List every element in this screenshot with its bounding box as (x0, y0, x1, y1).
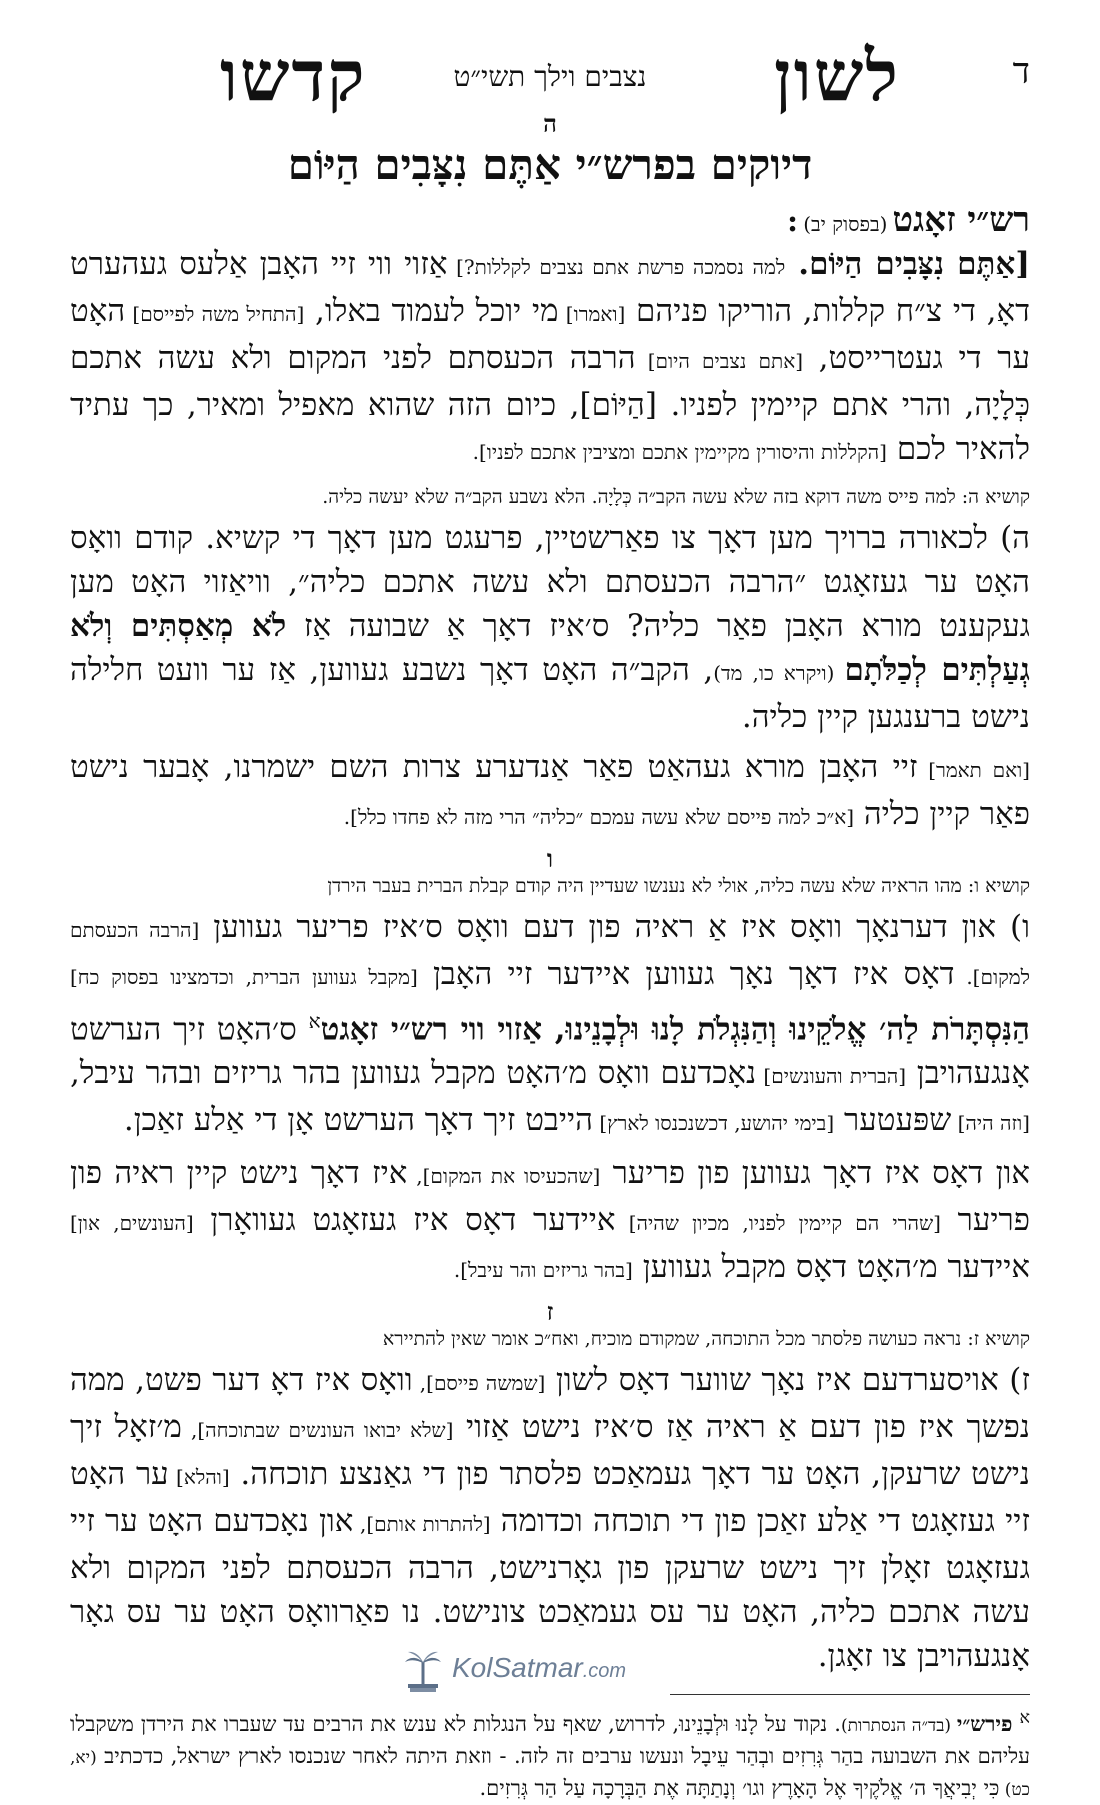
bracket-note: [שהרי הם קיימין לפניו, מכיון שהיה] (615, 1211, 941, 1236)
question-v: קושיא ו: מהו הראיה שלא עשה כליה, אולי לא נענשו שעדיין היה קודם קבלת הברית בעבר הירדן (327, 875, 1030, 897)
text-run: נאָכדעם וואָס מ׳האָט מקבל געווען בהר גריזים ובהר עיבל, (70, 1055, 757, 1092)
footnote-ref: (בד״ה הנסתרות) (840, 1716, 957, 1737)
text-run: זיי האָבן מורא געהאַט פאַר אַנדערע צרות השם ישמרנו, אָבער נישט פאַר קיין כליה (70, 749, 1030, 832)
paragraph-rashi (70, 242, 1030, 474)
question-z: קושיא ז: נראה כעושה פלסתר מכל התוכחה, שמקודם מוכיח, ואח״כ אומר שאין להתיירא (382, 1328, 1030, 1351)
bracket-note: [שלא יבואו העונשים שבתוכחה], (181, 1418, 454, 1443)
text-run: שפּעטער (834, 1102, 952, 1139)
text-run: איידער מ׳האָט דאָס מקבל געווען (632, 1249, 1030, 1286)
page-number: ד (1012, 51, 1030, 92)
text-run: איידער דאָס איז געזאָגט געוואָרן (193, 1202, 616, 1239)
bracket-note: [וזה היה] (951, 1111, 1030, 1136)
watermark-text (452, 1652, 626, 1684)
section-letter-z: ז (546, 1297, 554, 1327)
verse-quote: לֹא מְאַסְתִּים וְלֹא גְעַלְתִּים לְכַלֹּתָם (70, 608, 1030, 688)
bracket-note: [שהכעיסו את המקום], (407, 1164, 601, 1189)
header-title-right: לשון (773, 34, 900, 117)
running-header (70, 30, 1030, 117)
text-run: הייבט זיך דאָך הערשט אָן די אַלע זאַכן. (123, 1102, 593, 1139)
palm-tree-books-icon (400, 1648, 446, 1694)
text-run: איז דאָך נישט קיין ראיה פון פריער (70, 1155, 1030, 1239)
footnote-mark: א (1019, 1708, 1030, 1729)
rashi-lead: רש״י זאָגט (892, 200, 1030, 240)
verse-quote: הַנִּסְתָּרֹת לַה׳ אֱלֹקֵינוּ וְהַנִּגְלֹת לָנוּ וּלְבָנֵינוּ, אַזוי ווי רש״י זאָגט (320, 1011, 1030, 1048)
bracket-note: [הרבה הכעסתם למקום]. (70, 918, 1030, 989)
text-run: דאָס איז דאָך נאָך געווען איידער זיי האָבן (417, 956, 955, 992)
rashi-lead-line (70, 200, 1030, 240)
section-letter-v: ו (546, 844, 554, 873)
main-text (70, 109, 1031, 1805)
bracket-note: [העונשים, און] (70, 1211, 194, 1236)
footnote (70, 1703, 1030, 1805)
bracket-note: [ואמרו] (558, 302, 626, 326)
bracket-note: [בהר גריזים והר עיבל]. (453, 1258, 633, 1283)
text-run: ה) לכאורה ברויך מען דאָך צו פאַרשטיין, פרעגט מען דאָך די קשיא. קודם וואָס האָט ער געזאָגט ״הרבה הכעסתם ולא עשה אתכם כליה״, וויאַזוי האָט מען געקענט מורא האָבן פאַר כליה? ס׳איז דאָך אַ שבועה אַז (70, 520, 1030, 644)
text-run: , הקב״ה האָט דאָך נשבע געווען, אַז ער וועט חלילה נישט ברענגען קיין כליה. (70, 652, 1030, 735)
text-run: ז) אויסערדעם איז נאָך שווער דאָס לשון (545, 1362, 1030, 1399)
bracket-note: למה נסמכה פרשת אתם נצבים לקללות?] (447, 255, 786, 279)
header-parsha: נצבים וילך תשי״ט (453, 60, 647, 93)
kolsatmar-watermark[interactable] (400, 1648, 700, 1696)
text-run: מי יוכל לעמוד באלו, (304, 293, 559, 329)
rashi-colon: : (787, 204, 799, 239)
text-run: האָט ער די געטרייסט, (70, 293, 1030, 376)
bracket-note: [מקבל געווען הברית, וכדמצינו בפסוק כח] (70, 965, 418, 989)
paragraph-v (70, 905, 1030, 1145)
bracket-note: [א״כ למה פייסם שלא עשה עמכם ״כליה״ הרי מזה לא פחדו כלל]. (343, 805, 854, 829)
watermark-suffix: .com (582, 1660, 627, 1682)
footnote-separator (670, 1694, 1030, 1695)
bracket-note: [הברית והעונשים] (756, 1064, 907, 1089)
paragraph-z (70, 1358, 1030, 1678)
verse-ref: (ויקרא כו, מד) (713, 661, 845, 685)
question-h: קושיא ה: למה פייס משה דוקא בזה שלא עשה הקב״ה כְּלָיָה. הלא נשבע הקב״ה שלא יעשה כליה. (322, 486, 1030, 508)
footnote-lead: פירש״י (956, 1711, 1013, 1737)
text-run: ו) און דערנאָך וואָס איז אַ ראיה פון דעם וואָס ס׳איז פריער געווען (199, 909, 1030, 945)
text-run: אַזוי ווי זיי האָבן אַלעס געהערט דאָ, די צ״ח קללות, הוריקו פניהם (70, 246, 1030, 329)
text-run: און דאָס איז דאָך געווען פון פריער (600, 1155, 1031, 1192)
bracket-note: [אתם נצבים היום] (635, 349, 804, 373)
bracket-note: [בימי יהושע, דכשנכנסו לארץ] (592, 1111, 835, 1136)
footnote-marker[interactable]: א (308, 1009, 321, 1033)
text-run: וואָס איז דאָ דער פשט, ממה נפשך איז פון דעם אַ ראיה אַז ס׳איז נישט אַזוי (70, 1362, 1030, 1446)
text-run: ס׳האָט זיך הערשט אָנגעהויבן (70, 1011, 1030, 1092)
watermark-name: KolSatmar (452, 1652, 583, 1683)
paragraph-v-2 (70, 1151, 1030, 1292)
bracket-note: [שמשה פייסם], (412, 1371, 546, 1396)
footnote-ref: (יא, כט) (70, 1748, 1030, 1801)
text-run: מ׳זאָל זיך נישט שרעקן, האָט ער דאָך געמאַכט פלסתר פון די גאַנצע תוכחה. (70, 1409, 1030, 1493)
footnote-text: . נקוד על לָנוּ וּלְבָנֵינוּ, לדרוש, שאף על הנגלות לא ענש את הרבים עד שעברו את הירדן משקבלו עליהם את השבועה בהַר גְּרִזִים ובְהַר עֵיבָל ונעשו ערבים זה לזה. - וזאת היתה לאחר שנכנסו לארץ ישראל, כדכתיב (70, 1712, 1030, 1769)
paragraph-h (70, 516, 1030, 739)
header-title-left: קדשו (220, 34, 367, 117)
bracket-note: [להתרות אותם], (353, 1512, 491, 1537)
text-run: הרבה הכעסתם לפני המקום ולא עשה אתכם כְּלָיָה, והרי אתם קיימין לפניו. [הַיּוֹם], כיום הזה שהוא מאפיל ומאיר, כך עתיד להאיר לכם (70, 340, 1030, 467)
text-run: און נאָכדעם האָט ער זיי געזאָגט זאָלן זיך נישט שרעקן פון גאָרנישט, הרבה הכעסתם לפני המקום ולא עשה אתכם כליה, האָט ער עס געמאַכט צונישט. נו פאַרוואָס האָט ער עס גאָר אָנגעהויבן צו זאָגן. (70, 1503, 1030, 1675)
bracket-note: [הקללות והיסורין מקיימין אתכם ומציבין אתכם לפניו]. (472, 440, 887, 464)
bracket-note: [והלא] (168, 1465, 230, 1490)
rashi-ref: (בפסוק יב) (803, 212, 888, 236)
bracket-note: [התחיל משה לפייסם] (125, 302, 305, 326)
text-run: ער האָט זיי געזאָגט די אַלע זאַכן פון די תוכחה וכדומה (70, 1456, 1030, 1540)
footnote-quote: כִּי יְבִיאֲךָ ה׳ אֱלֹקֶיךָ אֶל הָאָרֶץ וגו׳ וְנָתַתָּה אֶת הַבְּרָכָה עַל הַר גְּרִזִים. (479, 1776, 1000, 1801)
paragraph-h-2 (70, 745, 1030, 839)
dibur-hamaschil: [אַתֶּם נִצָּבִים הַיּוֹם. (785, 246, 1030, 282)
section-letter-h: ה (543, 109, 557, 138)
section-title: דיוקים בפרש״י אַתֶּם נִצָּבִים הַיּוֹם (287, 140, 813, 189)
bracket-note: [ואם תאמר] (917, 758, 1030, 782)
